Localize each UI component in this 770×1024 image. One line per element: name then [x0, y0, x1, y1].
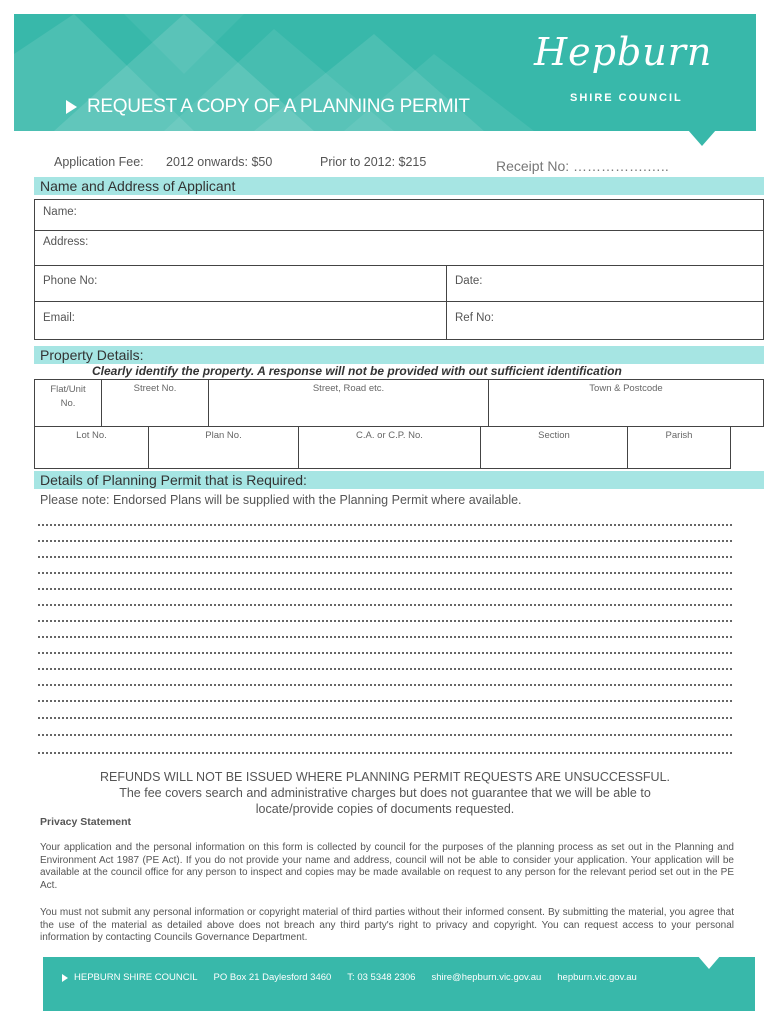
- council-logo: Hepburn: [534, 30, 713, 74]
- details-line[interactable]: [38, 700, 732, 702]
- triangle-arrow-icon: [66, 100, 77, 114]
- address-field[interactable]: [34, 230, 764, 266]
- details-line[interactable]: [38, 668, 732, 670]
- street-label: Street, Road etc.: [312, 383, 385, 394]
- fee-coverage-note: The fee covers search and administrative charges but does not guarantee that we will be able to: [119, 786, 651, 800]
- footer-phone: T: 03 5348 2306: [347, 972, 416, 983]
- footer-notch: [697, 955, 721, 969]
- phone-field[interactable]: [34, 265, 447, 302]
- property-note: Clearly identify the property. A response will not be provided with out sufficient identification: [92, 364, 622, 378]
- details-line[interactable]: [38, 540, 732, 542]
- council-logo-subtitle: SHIRE COUNCIL: [570, 92, 683, 104]
- flat-unit-label: Flat/Unit: [50, 384, 86, 395]
- section-label: Section: [538, 430, 570, 441]
- endorsed-plans-note: Please note: Endorsed Plans will be supplied with the Planning Permit where available.: [40, 493, 522, 507]
- privacy-paragraph-1: Your application and the personal information on this form is collected by council for the purposes of the planning process as set out in the Planning and Environment Act 1987 (PE Act). If you do not provide your name and address, council will not be able to consider your application. Your application will be available at the council office for any person to inspect and copies may be made available on request to any person for the relevant period set out in the PE Act.: [40, 842, 734, 891]
- ca-cp-no-label: C.A. or C.P. No.: [356, 430, 423, 441]
- footer-org: HEPBURN SHIRE COUNCIL: [74, 972, 198, 983]
- footer-contact: [62, 972, 637, 983]
- fee-prior: Prior to 2012: $215: [320, 155, 427, 169]
- details-line[interactable]: [38, 717, 732, 719]
- section-applicant-heading: Name and Address of Applicant: [34, 177, 764, 195]
- lot-no-label: Lot No.: [76, 430, 107, 441]
- section-property-heading: Property Details:: [34, 346, 764, 364]
- details-line[interactable]: [38, 588, 732, 590]
- lot-no-field[interactable]: [34, 426, 149, 469]
- flat-unit-field[interactable]: [34, 379, 102, 427]
- phone-label: Phone No:: [43, 275, 98, 287]
- details-line[interactable]: [38, 524, 732, 526]
- application-fee-label: Application Fee:: [54, 155, 144, 169]
- details-line[interactable]: [38, 572, 732, 574]
- plan-no-field[interactable]: [148, 426, 299, 469]
- details-line[interactable]: [38, 556, 732, 558]
- date-label: Date:: [455, 275, 483, 287]
- parish-label: Parish: [665, 430, 693, 441]
- ca-cp-no-field[interactable]: [298, 426, 481, 469]
- details-line[interactable]: [38, 652, 732, 654]
- footer-website-link[interactable]: hepburn.vic.gov.au: [557, 972, 637, 983]
- privacy-heading: Privacy Statement: [40, 816, 132, 828]
- name-field[interactable]: [34, 199, 764, 231]
- section-permit-heading: Details of Planning Permit that is Required:: [34, 471, 764, 489]
- street-no-label: Street No.: [133, 383, 177, 394]
- header-notch: [688, 130, 716, 146]
- town-postcode-label: Town & Postcode: [589, 383, 663, 394]
- details-line[interactable]: [38, 684, 732, 686]
- details-line[interactable]: [38, 604, 732, 606]
- date-field[interactable]: [446, 265, 764, 302]
- refunds-notice: REFUNDS WILL NOT BE ISSUED WHERE PLANNING PERMIT REQUESTS ARE UNSUCCESSFUL.: [99, 770, 670, 784]
- parish-field[interactable]: [627, 426, 731, 469]
- section-field[interactable]: [480, 426, 628, 469]
- details-line[interactable]: [38, 734, 732, 736]
- footer-email-link[interactable]: shire@hepburn.vic.gov.au: [431, 972, 542, 983]
- details-line[interactable]: [38, 620, 732, 622]
- triangle-arrow-icon: [62, 974, 68, 982]
- name-label: Name:: [43, 206, 77, 218]
- page-title: REQUEST A COPY OF A PLANNING PERMIT: [87, 96, 470, 117]
- ref-no-label: Ref No:: [455, 312, 494, 324]
- footer-po-box: PO Box 21 Daylesford 3460: [213, 972, 332, 983]
- email-field[interactable]: [34, 301, 447, 340]
- details-line[interactable]: [38, 636, 732, 638]
- flat-unit-no-label: No.: [60, 398, 76, 409]
- details-line[interactable]: [38, 752, 732, 754]
- street-field[interactable]: [208, 379, 489, 427]
- title-row: [66, 96, 470, 118]
- street-no-field[interactable]: [101, 379, 209, 427]
- address-label: Address:: [43, 236, 89, 248]
- fee-coverage-note-cont: locate/provide copies of documents requested.: [255, 802, 515, 816]
- fee-current: 2012 onwards: $50: [166, 155, 273, 169]
- town-postcode-field[interactable]: [488, 379, 764, 427]
- email-label: Email:: [43, 312, 75, 324]
- privacy-paragraph-2: You must not submit any personal information or copyright material of third parties without their informed consent. By submitting the material, you agree that the use of the material as detailed above does not breach any third party's right to privacy and copyright. You can request access to your personal information by contacting Councils Governance Department.: [40, 907, 734, 944]
- plan-no-label: Plan No.: [205, 430, 242, 441]
- receipt-number: Receipt No: …………….…..: [496, 158, 669, 174]
- footer-bar: [43, 957, 755, 1011]
- ref-no-field[interactable]: [446, 301, 764, 340]
